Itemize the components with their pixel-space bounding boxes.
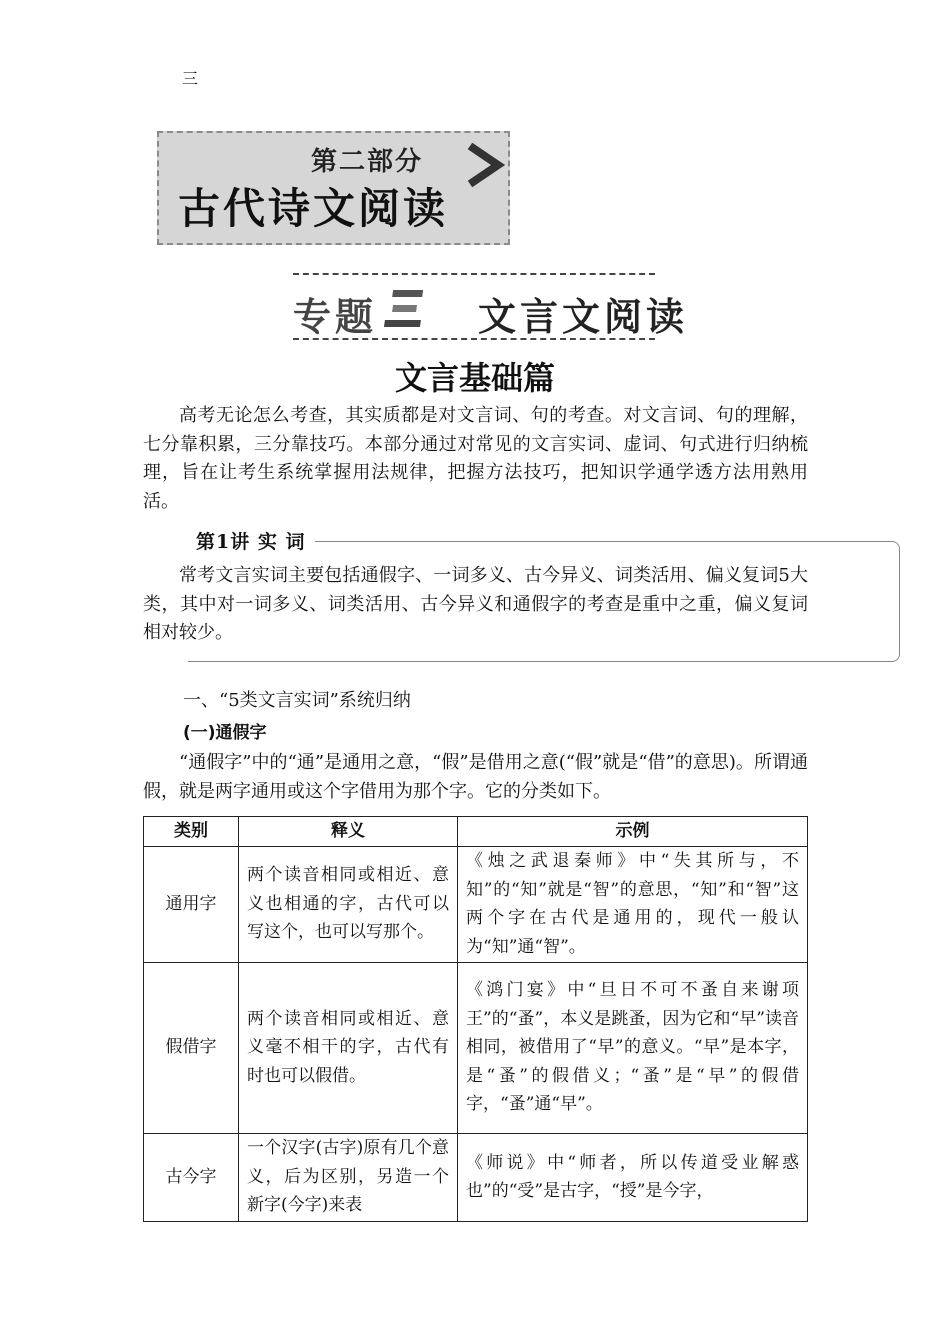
column-header: 释义 [239,817,458,847]
table-header-row [144,817,808,847]
lecture-text: 常考文言实词主要包括通假字、一词多义、古今异义、词类活用、偏义复词5大类，其中对一词多义、词类活用、古今异义和通假字的考查是重中之重，偏义复词相对较少。 [143,565,808,643]
topic-prefix: 专题 [293,295,378,339]
column-header: 示例 [458,817,808,847]
chevron-right-icon [464,141,506,189]
meaning-cell: 一个汉字(古字)原有几个意义，后为区别，另造一个新字(今字)来表 [239,1133,458,1221]
category-cell: 古今字 [144,1133,239,1221]
part-title: 古代诗文阅读 [178,184,449,233]
example-cell: 《师说》中“师者，所以传道受业解惑也”的“受”是古字，“授”是今字， [458,1133,808,1221]
table-row [144,846,808,962]
topic-title: 文言文阅读 [478,295,689,339]
table-row [144,1133,808,1221]
meaning-cell: 两个读音相同或相近、意义毫不相干的字，古代有时也可以假借。 [239,962,458,1133]
intro-paragraph: 高考无论怎么考查，其实质都是对文言词、句的考查。对文言词、句的理解，七分靠积累，三分靠技巧。本部分通过对常见的文言实词、虚词、句式进行归纳梳理，旨在让考生系统掌握用法规律，把握方法技巧，把知识学通学透方法用熟用活。 [143,405,808,512]
section-heading: 一、“5类文言实词”系统归纳 [183,690,411,711]
category-cell: 假借字 [144,962,239,1133]
page-title: 文言基础篇 [394,359,555,397]
category-cell: 通用字 [144,846,239,962]
column-header: 类别 [144,817,239,847]
tongjia-table [143,816,808,1222]
example-cell: 《鸿门宴》中“旦日不可不蚤自来谢项王”的“蚤”，本义是跳蚤，因为它和“早”读音相同，被借用了“早”的意义。“早”是本字，是“蚤”的假借义；“蚤”是“早”的假借字，“蚤”通“早”。 [458,962,808,1133]
part-label: 第二部分 [311,147,424,177]
topic-top-rule [293,273,655,275]
table-row [144,962,808,1133]
topic-number: 三 [182,69,199,88]
subsection-heading: (一)通假字 [183,723,267,743]
lecture-title: 第1讲 实 词 [188,527,315,554]
example-cell: 《烛之武退秦师》中“失其所与，不知”的“知”就是“智”的意思，“知”和“智”这两个字在古代是通用的，现代一般认为“知”通“智”。 [458,846,808,962]
meaning-cell: 两个读音相同或相近、意义也相通的字，古代可以写这个，也可以写那个。 [239,846,458,962]
tongjia-description: “通假字”中的“通”是通用之意，“假”是借用之意(“假”就是“借”的意思)。所谓通假，就是两字通用或这个字借用为那个字。它的分类如下。 [143,752,808,802]
